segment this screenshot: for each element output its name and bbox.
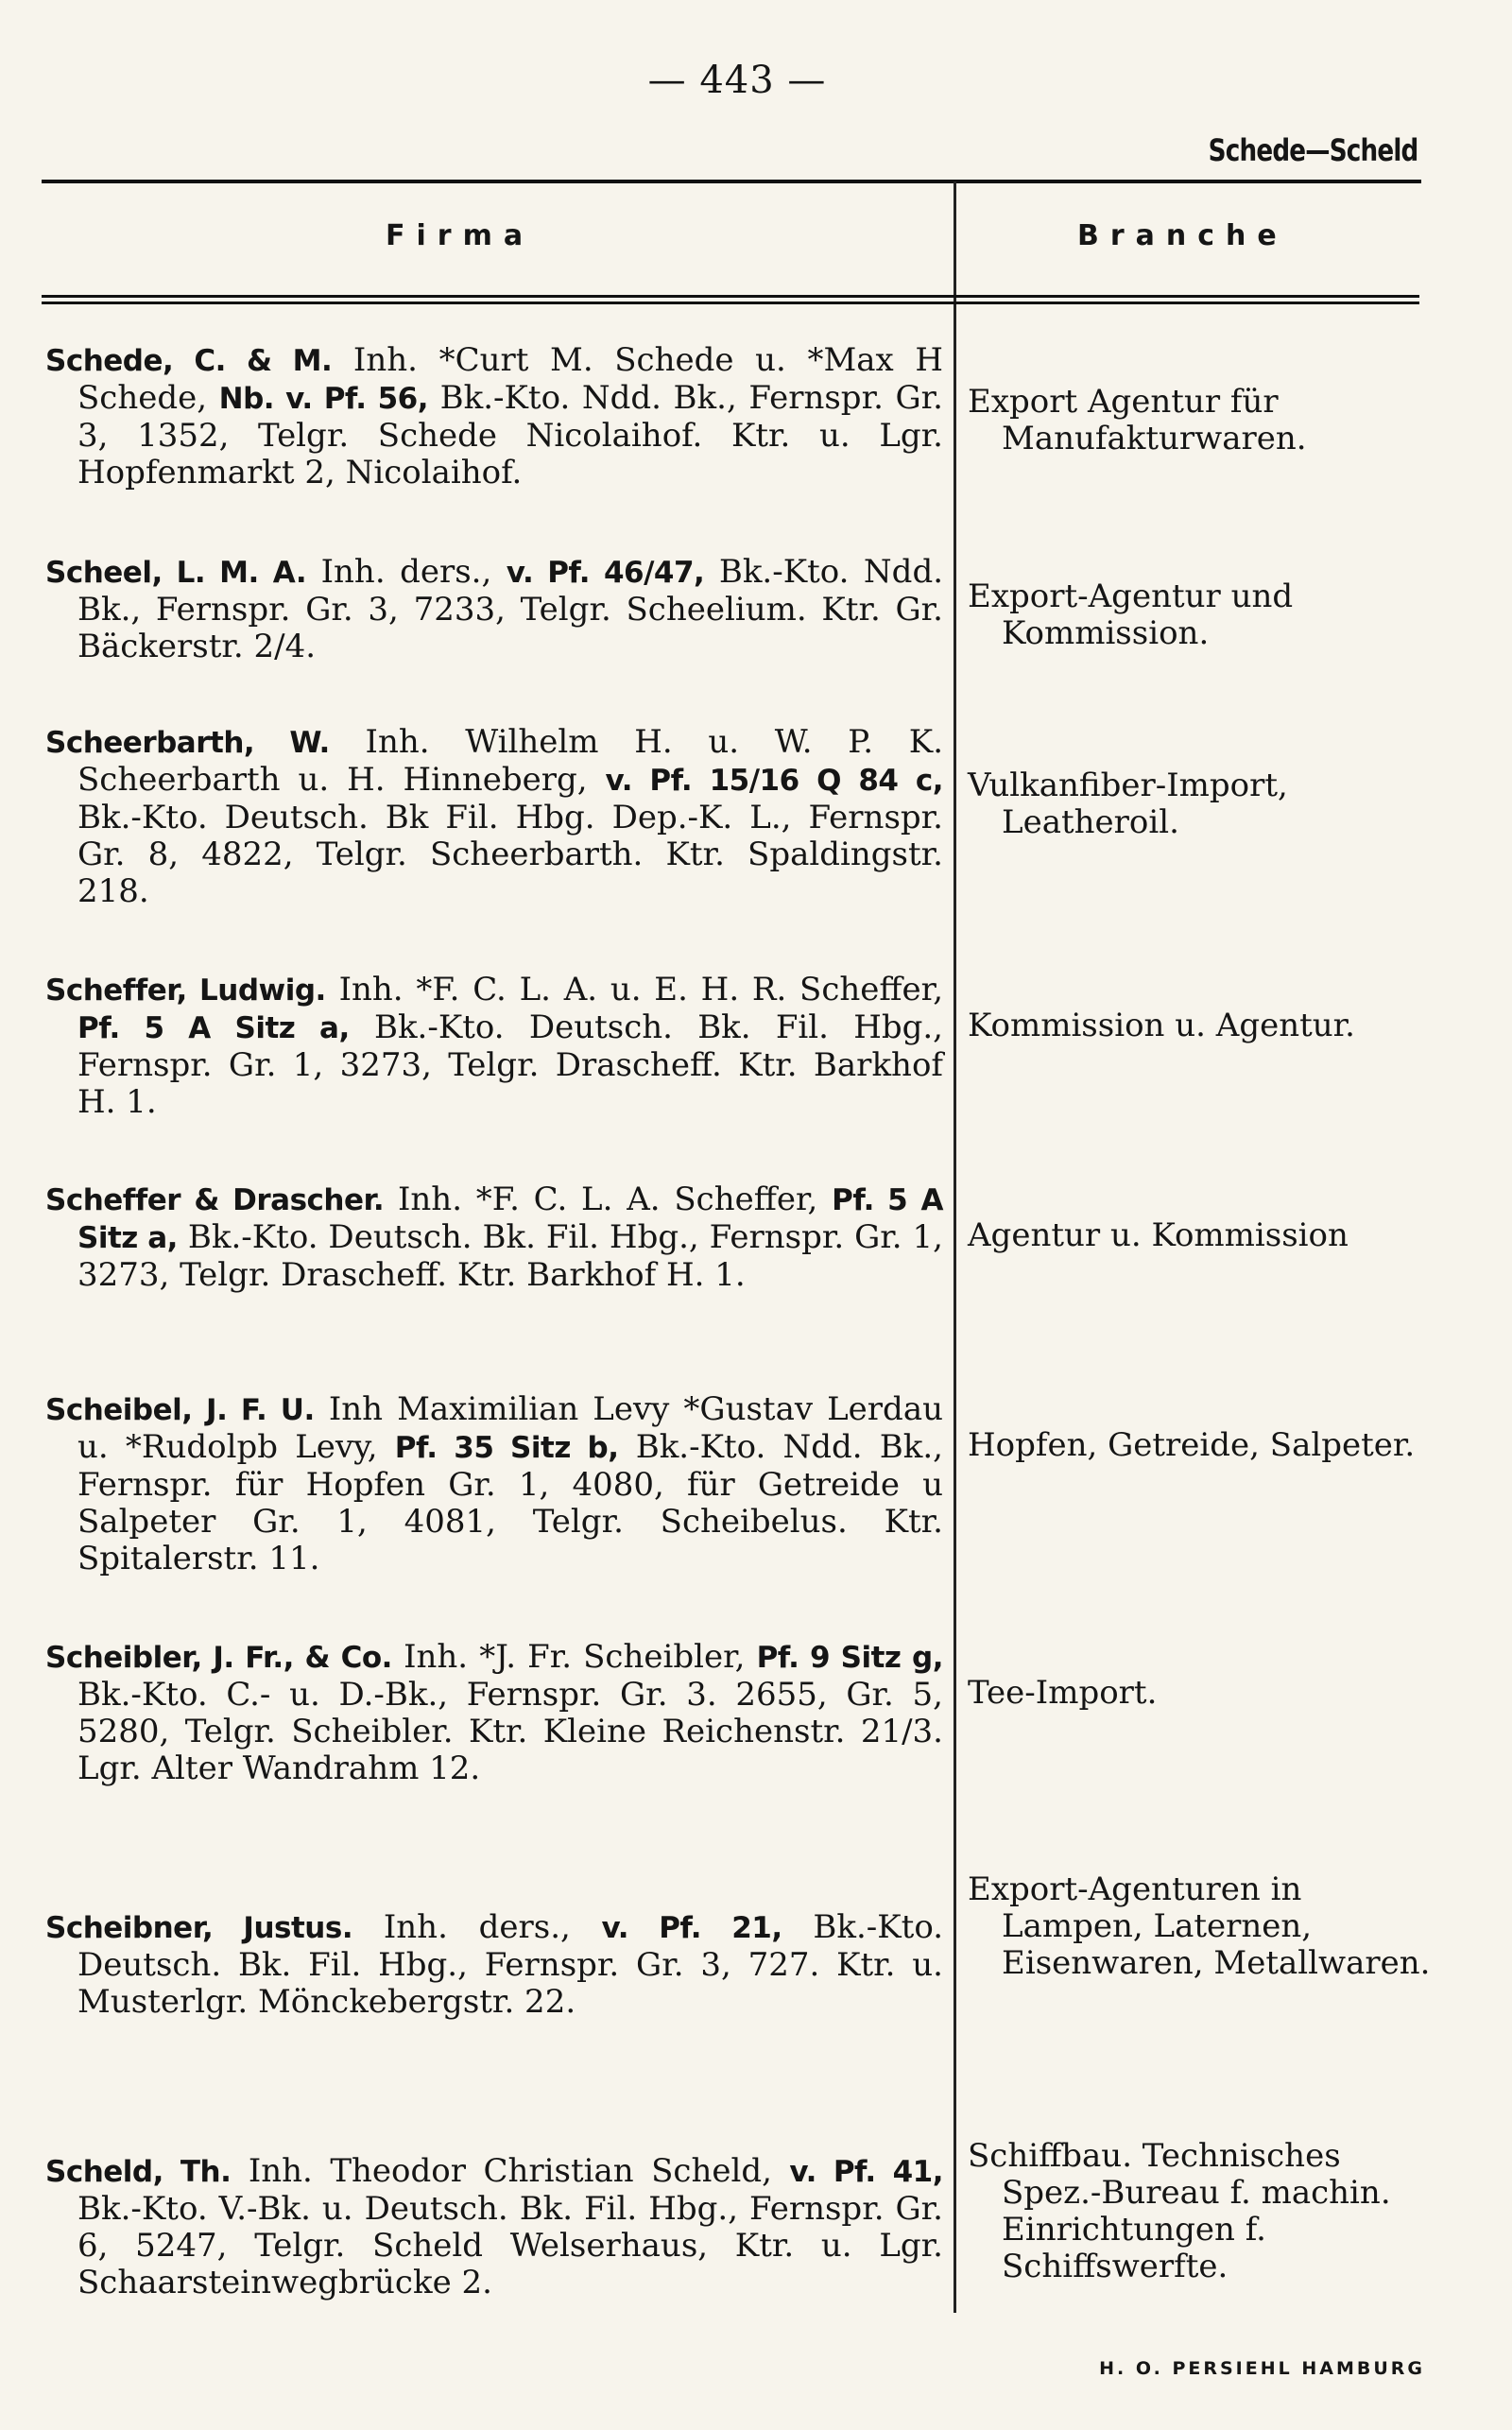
printer-imprint: H. O. PERSIEHL HAMBURG — [1099, 2358, 1425, 2379]
firm-name: Scheerbarth, W. — [45, 726, 330, 760]
firm-details: Inh. Theodor Christian Scheld, — [248, 2152, 772, 2190]
firm-details-continued: Bk.-Kto. Deutsch. Bk. Fil. Hbg., Fernspr. Gr. 3, 727. Ktr. u. Musterlgr. Mönckebergstr. 22. — [77, 1908, 944, 2021]
firm-postbox: Pf. 5 A Sitz a, — [77, 1183, 944, 1255]
running-head: Schede—Scheld — [1208, 132, 1418, 168]
firm-details-continued: Bk.-Kto. Deutsch. Bk. Fil. Hbg., Fernspr. Gr. 1, 3273, Telgr. Drascheff. Ktr. Barkhof H. 1. — [77, 1218, 943, 1294]
firma-text — [45, 554, 943, 665]
firma-text — [45, 1909, 943, 2021]
branche-text: Agentur u. Kommission — [968, 1216, 1349, 1254]
column-header-branche: Branche — [1077, 219, 1288, 252]
firm-details-continued: Bk.-Kto. Deutsch. Bk Fil. Hbg. Dep.-K. L., Fernspr. Gr. 8, 4822, Telgr. Scheerbarth. Ktr. Spaldingstr. 218. — [77, 799, 943, 910]
branche-text: Export Agentur für Manufakturwaren. — [968, 383, 1307, 457]
firm-name: Scheld, Th. — [45, 2155, 232, 2189]
firma-text — [45, 342, 943, 491]
firm-name: Scheibner, Justus. — [45, 1911, 353, 1945]
branche-text: Export-Agenturen in Lampen, Laternen, Eisenwaren, Metallwaren. — [968, 1870, 1431, 1982]
firm-details-continued: Bk.-Kto. Deutsch. Bk. Fil. Hbg., Fernspr. Gr. 1, 3273, Telgr. Drascheff. Ktr. Barkhof H. 1. — [77, 1008, 943, 1121]
firm-details-continued: Bk.-Kto. C.- u. D.-Bk., Fernspr. Gr. 3. 2655, Gr. 5, 5280, Telgr. Scheibler. Ktr. Kleine Reichenstr. 21/3. Lgr. Alter Wandrahm 12. — [77, 1676, 943, 1787]
firm-postbox: v. Pf. 15/16 Q 84 c, — [605, 764, 944, 798]
firm-details: Inh. *F. C. L. A. u. E. H. R. Scheffer, — [338, 971, 944, 1008]
column-header-firma: Firma — [386, 219, 535, 252]
branche-text: Kommission u. Agentur. — [968, 1007, 1355, 1044]
firm-details-continued: Bk.-Kto. V.-Bk. u. Deutsch. Bk. Fil. Hbg., Fernspr. Gr. 6, 5247, Telgr. Scheld Welserhaus, Ktr. u. Lgr. Schaarsteinwegbrücke 2. — [77, 2190, 943, 2301]
firm-postbox: v. Pf. 46/47, — [506, 556, 705, 590]
firm-name: Schede, C. & M. — [45, 344, 333, 378]
firm-name: Scheel, L. M. A. — [45, 556, 307, 590]
firm-details-continued: Bk.-Kto. Ndd. Bk., Fernspr. Gr. 3, 7233, Telgr. Scheelium. Ktr. Gr. Bäckerstr. 2/4. — [77, 553, 944, 665]
firm-postbox: Pf. 35 Sitz b, — [394, 1431, 619, 1465]
branche-text: Vulkanfiber-Import, Leatheroil. — [968, 767, 1288, 841]
branche-text: Tee-Import. — [968, 1674, 1158, 1712]
branche-text: Hopfen, Getreide, Salpeter. — [968, 1426, 1416, 1464]
firma-text — [45, 2153, 943, 2301]
header-double-rule — [42, 295, 1419, 304]
firm-postbox: Pf. 5 A Sitz a, — [77, 1011, 350, 1045]
firma-text — [45, 724, 943, 910]
firm-details-continued: Bk.-Kto. Ndd. Bk., Fernspr. für Hopfen Gr. 1, 4080, für Getreide u Salpeter Gr. 1, 4081, Telgr. Scheibelus. Ktr. Spitalerstr. 11. — [77, 1428, 943, 1577]
firm-details: Inh. *F. C. L. A. Scheffer, — [397, 1181, 818, 1218]
firm-name: Scheibler, J. Fr., & Co. — [45, 1641, 392, 1675]
firm-name: Scheibel, J. F. U. — [45, 1393, 315, 1427]
firm-details: Inh. Wilhelm H. u. W. P. K. Scheerbarth u. H. Hinneberg, — [77, 723, 943, 799]
top-rule — [42, 180, 1421, 183]
firm-name: Scheffer & Drascher. — [45, 1183, 385, 1217]
firm-details: Inh. ders., — [320, 553, 492, 591]
firma-text — [45, 1391, 943, 1577]
firma-text — [45, 1181, 943, 1294]
firma-text — [45, 1639, 943, 1787]
column-divider — [954, 181, 956, 2313]
firm-postbox: v. Pf. 21, — [601, 1911, 782, 1945]
firm-details: Inh. ders., — [383, 1908, 571, 1946]
firm-postbox: Nb. v. Pf. 56, — [218, 382, 429, 416]
firm-details: Inh. *Curt M. Schede u. *Max H Schede, — [77, 341, 943, 417]
branche-text: Export-Agentur und Kommission. — [968, 577, 1294, 652]
firm-details: Inh Maximilian Levy *Gustav Lerdau u. *Rudolpb Levy, — [77, 1390, 943, 1466]
firm-details: Inh. *J. Fr. Scheibler, — [404, 1638, 746, 1676]
page-number: — 443 — — [647, 59, 827, 102]
firma-text — [45, 972, 943, 1121]
branche-text: Schiffbau. Technisches Spez.-Bureau f. machin. Einrichtungen f. Schiffswerfte. — [968, 2137, 1391, 2285]
firm-postbox: Pf. 9 Sitz g, — [756, 1641, 944, 1675]
firm-details-continued: Bk.-Kto. Ndd. Bk., Fernspr. Gr. 3, 1352, Telgr. Schede Nicolaihof. Ktr. u. Lgr. Hopfenmarkt 2, Nicolaihof. — [77, 379, 943, 491]
firm-name: Scheffer, Ludwig. — [45, 974, 326, 1008]
firm-postbox: v. Pf. 41, — [789, 2155, 943, 2189]
